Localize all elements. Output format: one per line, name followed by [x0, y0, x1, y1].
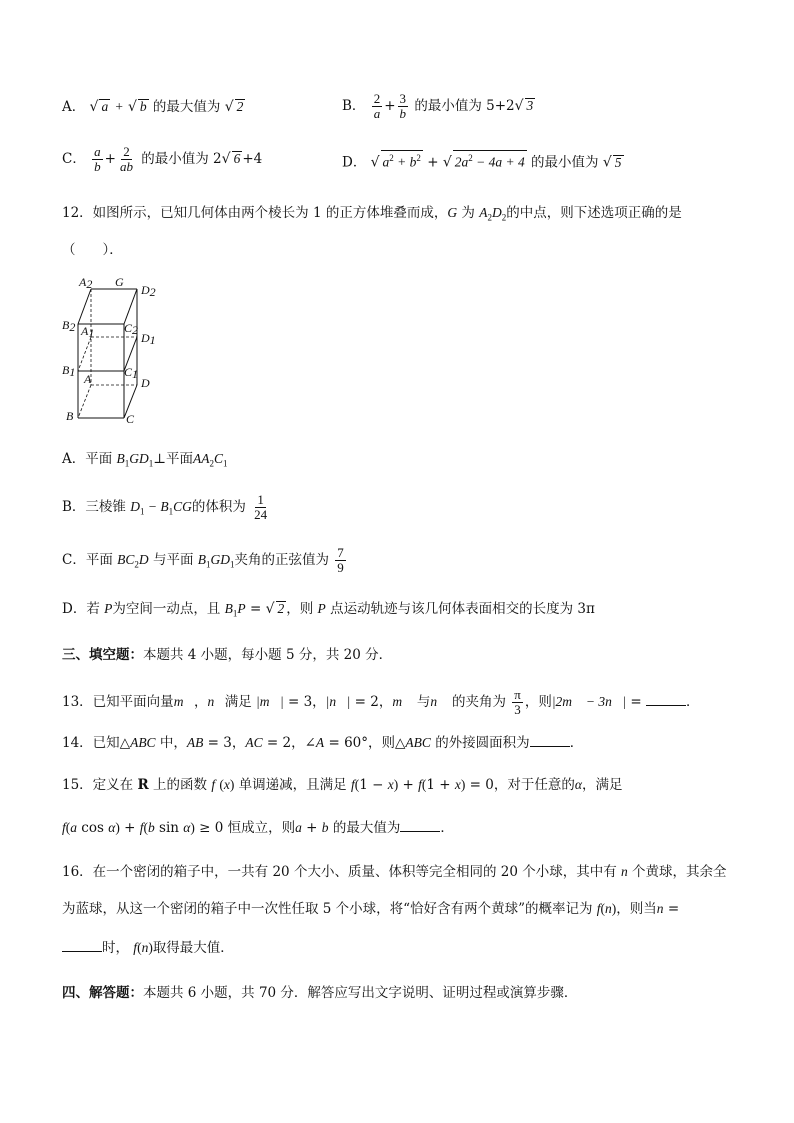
q-text: 14．已知: [62, 735, 120, 751]
label-g: G: [115, 275, 124, 289]
q11-option-c: C． $\frac{a}{b}$ + $\frac{2}{ab}$ 的最小值为 2√ 6 +4: [62, 144, 263, 174]
option-label: C．: [62, 151, 86, 167]
option-text: 的最小值为: [414, 98, 482, 114]
option-text: 的最小值为: [141, 151, 209, 167]
option-label: B．三棱锥: [62, 499, 126, 515]
q-text: 满足: [224, 694, 252, 710]
answer-paren: （ ）．: [62, 242, 123, 258]
label-c2: C2: [124, 321, 139, 337]
q-text: 恒成立，则: [227, 820, 296, 836]
stem-text: 为: [461, 205, 475, 221]
section-desc: 本题共 6 小题，共 70 分．解答应写出文字说明、证明过程或演算步骤．: [143, 985, 578, 1001]
q-text: ，则当: [616, 901, 657, 917]
q12-option-a: A．平面 $B_1GD_1\perp$平面$AA_2C_1$: [62, 451, 228, 469]
option-label: D．若: [62, 601, 100, 617]
q-text: 取得最大值．: [152, 940, 234, 956]
label-c1: C1: [124, 365, 139, 381]
label-b1: B1: [62, 363, 76, 379]
option-text: ⊥平面: [153, 451, 193, 467]
option-text: 的最小值为: [531, 154, 599, 171]
label-a: A: [84, 372, 92, 386]
label-a1: A1: [81, 324, 95, 340]
answer-blank[interactable]: [530, 734, 570, 747]
stem-text: 的中点，则下述选项正确的是: [506, 205, 682, 221]
q-text: ，: [312, 694, 326, 710]
q-text: 单调递减，且满足: [238, 777, 347, 793]
q-text: ，满足: [581, 777, 623, 793]
q-text: ，则: [524, 694, 552, 710]
q-text: ，对于任意的: [493, 777, 575, 793]
q-text: 13．已知平面向量: [62, 694, 174, 710]
q-text: 15．定义在: [62, 777, 134, 793]
option-label: D．: [342, 154, 367, 171]
option-text: 与平面: [152, 552, 194, 568]
option-label: A．: [62, 99, 86, 115]
label-d1: D1: [141, 331, 156, 347]
label-b2: B2: [62, 318, 76, 334]
q-text: 上的函数: [153, 777, 208, 793]
option-value: 3π: [577, 601, 595, 617]
section-4-header: [62, 983, 577, 1003]
label-a2: A2: [79, 275, 93, 291]
label-c: C: [126, 412, 135, 426]
q15-line1: 15．定义在 R 上的函数 f (x) 单调递减，且满足 f(1 − x) + f(1 + x) = 0，对于任意的α，满足: [62, 777, 623, 793]
q11-option-d: D． √ $a^2 + b^2$ + √ $2a^2 - 4a + 4$ 的最小值为 √ 5: [342, 150, 624, 173]
section-3-header: [62, 645, 392, 665]
section-desc: 本题共 4 小题，每小题 5 分，共 20 分．: [143, 647, 393, 663]
q16-line1: 16．在一个密闭的箱子中，一共有 20 个大小、质量、体积等完全相同的 20 个小球，其中有 n 个黄球，其余全: [62, 864, 727, 880]
label-b: B: [66, 409, 74, 423]
q12-option-b: B．三棱锥 $D_1 - B_1CG$的体积为 $\frac{1}{24}$: [62, 492, 268, 522]
frac-num: 1: [257, 492, 264, 507]
answer-blank[interactable]: [62, 939, 102, 952]
q-text: ．: [569, 735, 584, 751]
q-text: 16．在一个密闭的箱子中，一共有 20 个大小、质量、体积等完全相同的 20 个小球，其中有: [62, 864, 617, 880]
option-text: 为空间一动点，且: [112, 601, 221, 617]
q-text: 的最大值为: [332, 820, 401, 836]
option-text: 的体积为: [191, 499, 246, 515]
q-text: 的外接圆面积为: [435, 735, 530, 751]
q16-line3: 时， f(n)取得最大值．: [62, 938, 234, 958]
frac-den: 24: [254, 507, 268, 522]
q11-option-b: B． $\frac{2}{a}$ + $\frac{3}{b}$ 的最小值为 5+2√ 3: [342, 91, 534, 121]
q-text: 时，: [102, 940, 129, 956]
frac-num: 7: [337, 545, 344, 560]
q14: 14．已知△ABC 中，AB = 3，AC = 2，∠A = 60°，则△ABC 的外接圆面积为 ．: [62, 735, 584, 751]
answer-blank[interactable]: [400, 819, 440, 832]
q16-line2: 为蓝球，从这一个密闭的箱子中一次性任取 5 个小球，将“恰好含有两个黄球”的概率记为 f(n)，则当n =: [62, 901, 680, 917]
q-text: 个黄球，其余全: [632, 864, 727, 880]
q-text: ．: [686, 694, 700, 710]
q15-line2: f(a cos α) + f(b sin α) ≥ 0 恒成立，则a + b 的最大值为 ．: [62, 820, 454, 836]
option-label: A．平面: [62, 451, 113, 467]
option-text: ，则: [286, 601, 314, 617]
option-value: 5+2: [486, 98, 515, 114]
frac-den: 9: [337, 560, 344, 575]
q12-stem: 12．如图所示，已知几何体由两个棱长为 1 的正方体堆叠而成，G 为 $A_2D_2$的中点，则下述选项正确的是: [62, 205, 682, 223]
q-text: 与: [416, 694, 431, 710]
section-title: 三、填空题：: [62, 647, 143, 663]
section-title: 四、解答题：: [62, 985, 143, 1001]
q13: 13．已知平面向量m⃗，n⃗满足 |m⃗| = 3，|n⃗| = 2，m⃗ 与n⃗ 的夹角为 $\frac{\pi}{3}$ ，则|2m⃗ − 3n⃗| = ．: [62, 687, 700, 717]
q12-option-d: D．若 P为空间一动点，且 $B_1P$ = √ 2 ，则 P 点运动轨迹与该几何体表面相交的长度为 3π: [62, 601, 595, 619]
q-text: 的夹角为: [451, 694, 506, 710]
label-d2: D2: [141, 283, 156, 299]
option-label: C．平面: [62, 552, 113, 568]
q-text: 中，: [159, 735, 187, 751]
q12-option-c: C．平面 $BC_2D$ 与平面 $B_1GD_1$夹角的正弦值为 $\frac{7}{9}$: [62, 545, 344, 575]
option-label: B．: [342, 98, 366, 114]
option-value: +4: [242, 151, 263, 167]
label-d: D: [141, 376, 150, 390]
q-text: ，则: [368, 735, 395, 751]
option-text: 夹角的正弦值为: [234, 552, 329, 568]
figure-labels: [62, 275, 156, 426]
q12-figure: [60, 272, 170, 427]
q11-option-a: A． √ a + √ b 的最大值为 √ 2: [62, 99, 244, 115]
stem-text: 12．如图所示，已知几何体由两个棱长为 1 的正方体堆叠而成，: [62, 205, 448, 221]
option-text: 点运动轨迹与该几何体表面相交的长度为: [330, 601, 574, 617]
q-text: 为蓝球，从这一个密闭的箱子中一次性任取 5 个小球，将“恰好含有两个黄球”的概率记为: [62, 901, 593, 917]
q-text: ．: [440, 820, 454, 836]
answer-blank[interactable]: [646, 693, 686, 706]
q12-paren: [62, 240, 123, 260]
option-text: 的最大值为: [152, 99, 221, 115]
